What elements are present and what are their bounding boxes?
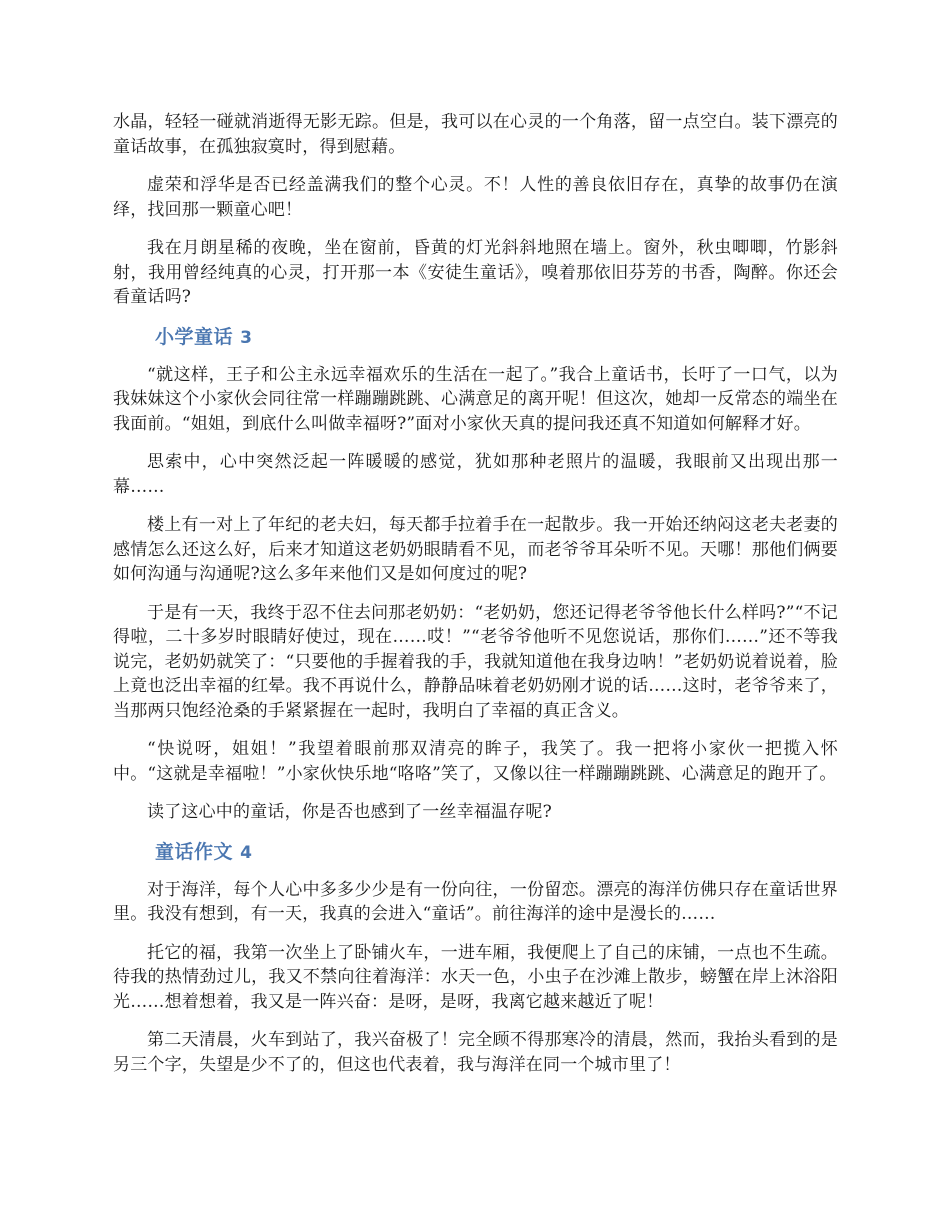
paragraph: 楼上有一对上了年纪的老夫妇，每天都手拉着手在一起散步。我一开始还纳闷这老夫老妻的感情怎么还这么好，后来才知道这老奶奶眼睛看不见，而老爷爷耳朵听不见。天哪！那他们俩要如何沟通与沟通呢?这么多年来他们又是如何度过的呢? xyxy=(113,515,838,584)
section-heading-number: 4 xyxy=(240,842,253,863)
paragraph: 水晶，轻轻一碰就消逝得无影无踪。但是，我可以在心灵的一个角落，留一点空白。装下漂亮的童话故事，在孤独寂寞时，得到慰藉。 xyxy=(113,112,838,157)
document-page xyxy=(113,110,838,1091)
paragraph: 读了这心中的童话，你是否也感到了一丝幸福温存呢? xyxy=(147,802,552,822)
paragraph: 第二天清晨，火车到站了，我兴奋极了！完全顾不得那寒冷的清晨，然而，我抬头看到的是另三个字，失望是少不了的，但这也代表着，我与海洋在同一个城市里了！ xyxy=(113,1030,838,1075)
section-heading-number: 3 xyxy=(240,327,253,348)
paragraph: “快说呀，姐姐！”我望着眼前那双清亮的眸子，我笑了。我一把将小家伙一把揽入怀中。“这就是幸福啦！”小家伙快乐地“咯咯”笑了，又像以往一样蹦蹦跳跳、心满意足的跑开了。 xyxy=(113,739,838,784)
paragraph: 虚荣和浮华是否已经盖满我们的整个心灵。不！人性的善良依旧存在，真挚的故事仍在演绎，找回那一颗童心吧！ xyxy=(113,175,838,220)
paragraph: “就这样，王子和公主永远幸福欢乐的生活在一起了。”我合上童话书，长吁了一口气，以为我妹妹这个小家伙会同往常一样蹦蹦跳跳、心满意足的离开呢！但这次，她却一反常态的端坐在我面前。“姐姐，到底什么叫做幸福呀?”面对小家伙天真的提问我还真不知道如何解释才好。 xyxy=(113,364,838,434)
section-heading xyxy=(155,324,838,351)
paragraph: 我在月朗星稀的夜晚，坐在窗前，昏黄的灯光斜斜地照在墙上。窗外，秋虫唧唧，竹影斜射，我用曾经纯真的心灵，打开那一本《安徒生童话》，嗅着那依旧芬芳的书香，陶醉。你还会看童话吗? xyxy=(113,238,838,307)
section-heading-title: 童话作文 xyxy=(155,840,234,863)
section-heading xyxy=(155,839,838,866)
paragraph: 对于海洋，每个人心中多多少少是有一份向往，一份留恋。漂亮的海洋仿佛只存在童话世界里。我没有想到，有一天，我真的会进入“童话”。前往海洋的途中是漫长的…… xyxy=(113,879,838,924)
paragraph: 于是有一天，我终于忍不住去问那老奶奶：“老奶奶，您还记得老爷爷他长什么样吗?”“不记得啦，二十多岁时眼睛好使过，现在……哎！”“老爷爷他听不见您说话，那你们……”还不等我说完，老奶奶就笑了：“只要他的手握着我的手，我就知道他在我身边呐！”老奶奶说着说着，脸上竟也泛出幸福的红晕。我不再说什么，静静品味着老奶奶刚才说的话……这时，老爷爷来了，当那两只饱经沧桑的手紧紧握在一起时，我明白了幸福的真正含义。 xyxy=(113,602,838,721)
paragraph: 托它的福，我第一次坐上了卧铺火车，一进车厢，我便爬上了自己的床铺，一点也不生疏。待我的热情劲过儿，我又不禁向往着海洋：水天一色，小虫子在沙滩上散步，螃蟹在岸上沐浴阳光……想着想着，我又是一阵兴奋：是呀，是呀，我离它越来越近了呢！ xyxy=(113,942,838,1012)
section-heading-title: 小学童话 xyxy=(155,325,234,348)
paragraph: 思索中，心中突然泛起一阵暖暖的感觉，犹如那种老照片的温暖，我眼前又出现出那一幕…… xyxy=(113,452,838,497)
